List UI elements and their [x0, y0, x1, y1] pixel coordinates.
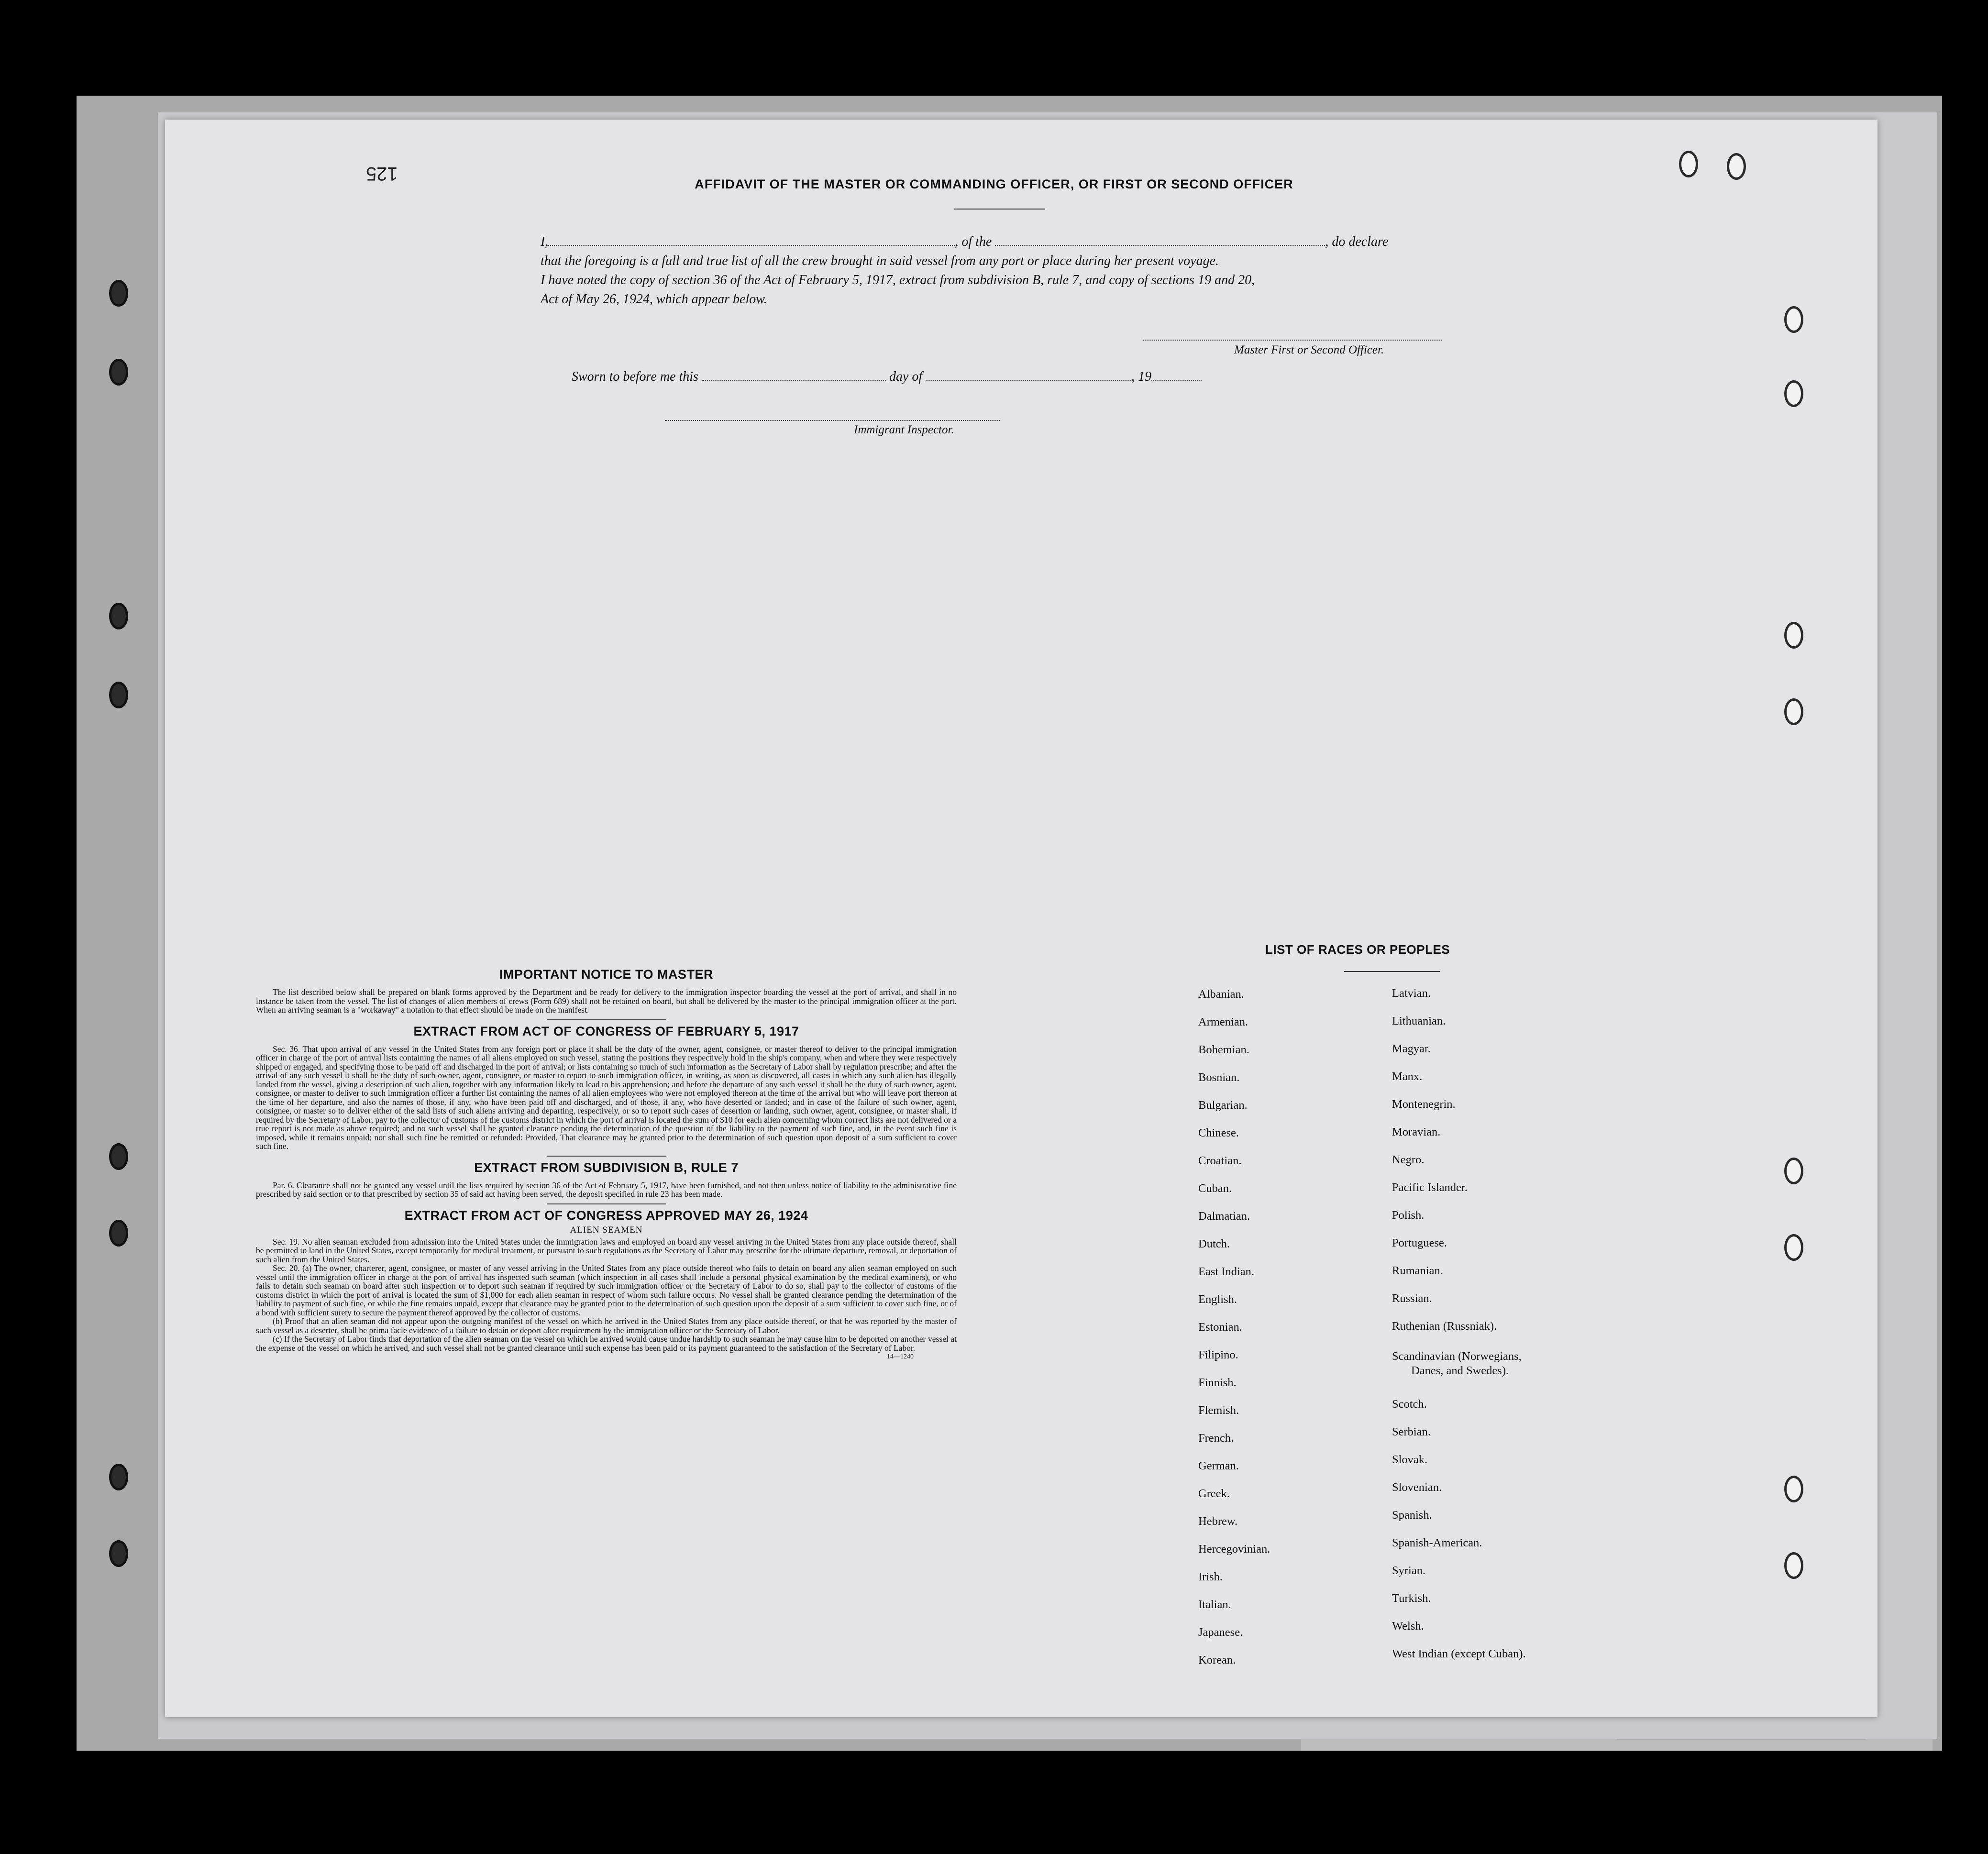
sworn-line	[572, 369, 1202, 385]
race-item: Scandinavian (Norwegians,	[1392, 1350, 1522, 1363]
declare-label: , do declare	[1325, 234, 1389, 249]
binder-hole	[109, 1464, 128, 1490]
section-divider	[547, 1019, 666, 1020]
race-item: Slovenian.	[1392, 1481, 1442, 1494]
day-of-label: day of	[889, 369, 923, 384]
form-code: 14—1240	[887, 1353, 914, 1360]
race-item: Scotch.	[1392, 1398, 1427, 1411]
section-19: Sec. 19. No alien seaman excluded from admission into the United States under the immigration laws and employed on board any vessel arriving in the United States from any place outside thereof, shall be permitted to land in the United States, except temporarily for medical treatment, or pursuant to such regulations as the Secretary of Labor may prescribe for the ultimate departure, removal, or deportation of such alien from the United States.	[256, 1236, 957, 1264]
punch-hole	[1784, 622, 1803, 649]
section-divider	[547, 1203, 666, 1204]
race-item: Japanese.	[1198, 1626, 1243, 1639]
race-item: Turkish.	[1392, 1592, 1431, 1605]
binder-hole	[109, 359, 128, 386]
document-page	[165, 120, 1878, 1717]
race-item: Cuban.	[1198, 1182, 1232, 1195]
inspector-signature-field[interactable]	[665, 420, 1000, 421]
race-item: Serbian.	[1392, 1425, 1431, 1438]
title-rule	[954, 209, 1045, 210]
race-item: Flemish.	[1198, 1404, 1239, 1417]
binder-hole	[109, 280, 128, 307]
master-signature-field[interactable]	[1143, 340, 1442, 341]
binder-hole	[109, 1220, 128, 1247]
declarant-label: I,	[541, 234, 549, 249]
binder-hole	[109, 1143, 128, 1170]
vessel-name-field[interactable]	[995, 245, 1325, 246]
race-item: Polish.	[1392, 1209, 1425, 1222]
extract-rule7-title: EXTRACT FROM SUBDIVISION B, RULE 7	[474, 1160, 739, 1175]
sworn-label: Sworn to before me this	[572, 369, 698, 384]
race-item: Dutch.	[1198, 1237, 1230, 1250]
notice-title: IMPORTANT NOTICE TO MASTER	[499, 967, 713, 982]
declaration-line-1	[541, 234, 1388, 250]
punch-hole	[1679, 151, 1698, 177]
race-item: Lithuanian.	[1392, 1015, 1446, 1027]
race-item: Bosnian.	[1198, 1071, 1240, 1084]
race-item: West Indian (except Cuban).	[1392, 1647, 1526, 1660]
race-item: Welsh.	[1392, 1620, 1424, 1633]
punch-hole	[1727, 153, 1746, 180]
races-title: LIST OF RACES OR PEOPLES	[1265, 942, 1450, 957]
page-number: 125	[366, 163, 398, 184]
inspector-signature-label: Immigrant Inspector.	[854, 423, 954, 436]
extract-1924-title: EXTRACT FROM ACT OF CONGRESS APPROVED MAY 26, 1924	[404, 1208, 808, 1223]
punch-hole	[1784, 306, 1803, 333]
race-item: Hercegovinian.	[1198, 1543, 1270, 1556]
race-item: Ruthenian (Russniak).	[1392, 1320, 1497, 1333]
master-signature-label: Master First or Second Officer.	[1234, 343, 1384, 356]
race-item: Negro.	[1392, 1153, 1425, 1166]
race-item: French.	[1198, 1432, 1234, 1445]
races-title-rule	[1344, 971, 1440, 972]
race-item: Italian.	[1198, 1598, 1231, 1611]
race-item: Pacific Islander.	[1392, 1181, 1468, 1194]
race-item: Danes, and Swedes).	[1411, 1364, 1509, 1377]
race-item: Greek.	[1198, 1487, 1230, 1500]
extract-1924-text	[256, 1237, 957, 1353]
race-item: Russian.	[1392, 1292, 1432, 1305]
race-item: Albanian.	[1198, 988, 1244, 1001]
race-item: Irish.	[1198, 1570, 1223, 1583]
binder-hole	[109, 1540, 128, 1567]
punch-hole	[1784, 380, 1803, 407]
race-item: Filipino.	[1198, 1348, 1238, 1361]
affidavit-title: AFFIDAVIT OF THE MASTER OR COMMANDING OFFICER, OR FIRST OR SECOND OFFICER	[695, 177, 1293, 191]
race-item: Bohemian.	[1198, 1043, 1249, 1056]
binder-hole	[109, 603, 128, 629]
punch-hole	[1784, 1158, 1803, 1184]
extract-1917-title: EXTRACT FROM ACT OF CONGRESS OF FEBRUARY 5, 1917	[413, 1024, 799, 1038]
race-item: Spanish.	[1392, 1509, 1432, 1522]
race-item: Syrian.	[1392, 1564, 1426, 1577]
vessel-label: , of the	[955, 234, 992, 249]
punch-hole	[1784, 1476, 1803, 1502]
race-item: Estonian.	[1198, 1321, 1242, 1334]
race-item: Armenian.	[1198, 1015, 1248, 1028]
race-item: Korean.	[1198, 1654, 1236, 1666]
race-item: Croatian.	[1198, 1154, 1242, 1167]
race-item: Portuguese.	[1392, 1236, 1447, 1249]
race-item: Slovak.	[1392, 1453, 1428, 1466]
declarant-name-field[interactable]	[548, 245, 955, 246]
race-item: Rumanian.	[1392, 1264, 1443, 1277]
declaration-line-3: I have noted the copy of section 36 of the Act of February 5, 1917, extract from subdivision B, rule 7, and copy of sections 19 and 20,	[541, 273, 1255, 287]
section-divider	[547, 1156, 666, 1157]
section-20b: (b) Proof that an alien seaman did not appear upon the outgoing manifest of the vessel on which he arrived in the United States from any place outside thereof, or that he was reported by the master of such vessel as a deserter, shall be prima facie evidence of a failure to detain or deport after requirement by the immigration officer or the Secretary of Labor.	[256, 1316, 957, 1335]
year-label: , 19	[1131, 369, 1152, 384]
punch-hole	[1784, 698, 1803, 725]
punch-hole	[1784, 1552, 1803, 1579]
race-item: Latvian.	[1392, 987, 1431, 1000]
race-item: Spanish-American.	[1392, 1536, 1482, 1549]
race-item: Dalmatian.	[1198, 1210, 1250, 1223]
sworn-day-field[interactable]	[702, 380, 886, 381]
section-20a: Sec. 20. (a) The owner, charterer, agent, consignee, or master of any vessel arriving in the United States from any place outside thereof who fails to detain on board any alien seaman employed on such vessel until the immigration officer in charge at the port of arrival has inspected such seaman (which inspection in all cases shall include a personal physical examination by the medical examiners), or who fails to detain such seaman on board after such inspection or to deport such seaman if required by such immigration officer or the Secretary of Labor to do so, shall pay to the collector of customs of the customs district in which the port of arrival is located the sum of $1,000 for each alien seaman in respect of whom such failure occurs. No vessel shall be granted clearance pending the determination of the liability to payment of such fine, or while the fine remains unpaid, except that clearance may be granted prior to the determination of such question upon the deposit of a sum sufficient to cover such fine, or of a bond with sufficient surety to secure the payment thereof approved by the collector of customs.	[256, 1263, 957, 1317]
declaration-line-2: that the foregoing is a full and true list of all the crew brought in said vessel from any port or place during her present voyage.	[541, 254, 1219, 268]
section-20c: (c) If the Secretary of Labor finds that deportation of the alien seaman on the vessel on which he arrived would cause undue hardship to such seaman he may cause him to be deported on another vessel at the expense of the vessel on which he arrived, and such vessel shall not be granted clearance until such expense has been paid or its payment guaranteed to the satisfaction of the Secretary of Labor.	[256, 1334, 957, 1353]
punch-hole	[1784, 1234, 1803, 1261]
alien-seamen-heading: ALIEN SEAMEN	[570, 1225, 643, 1235]
legal-notices	[256, 967, 957, 1361]
sworn-month-field[interactable]	[926, 380, 1131, 381]
race-item: German.	[1198, 1459, 1239, 1472]
binder-hole	[109, 682, 128, 708]
race-item: Finnish.	[1198, 1376, 1237, 1389]
race-item: Manx.	[1392, 1070, 1423, 1083]
race-item: English.	[1198, 1293, 1237, 1306]
race-item: East Indian.	[1198, 1265, 1255, 1278]
race-item: Montenegrin.	[1392, 1098, 1456, 1111]
race-item: Magyar.	[1392, 1042, 1431, 1055]
race-item: Bulgarian.	[1198, 1099, 1248, 1112]
race-item: Hebrew.	[1198, 1515, 1238, 1528]
race-item: Chinese.	[1198, 1126, 1239, 1139]
extract-rule7-text: Par. 6. Clearance shall not be granted any vessel until the lists required by section 36 of the Act of February 5, 1917, have been furnished, and not then unless notice of liability to the administrative fine prescribed by said section or to that prescribed by section 35 of said act having been served, the deposit specified in rule 23 has been made.	[256, 1180, 957, 1199]
notice-text: The list described below shall be prepared on blank forms approved by the Department and be ready for delivery to the immigration inspector boarding the vessel at the port of arrival, and shall in no instance be taken from the vessel. The list of changes of alien members of crews (Form 689) shall not be retained on board, but shall be delivered by the master to the principal immigration officer at the port. When an arriving seaman is a "workaway" a notation to that effect should be made on the manifest.	[256, 987, 957, 1015]
sworn-year-field[interactable]	[1151, 380, 1202, 381]
race-item: Moravian.	[1392, 1126, 1441, 1138]
declaration-line-4: Act of May 26, 1924, which appear below.	[541, 292, 767, 307]
extract-1917-text: Sec. 36. That upon arrival of any vessel in the United States from any foreign port or place it shall be the duty of the owner, agent, consignee, or master thereof to deliver to the principal immigration officer in charge of the port of arrival lists containing the names of all aliens employed on such vessel, stating the positions they respectively hold in the ship's company, when and where they were respectively shipped or engaged, and specifying those to be paid off and discharged in the port of arrival; or lists containing so much of such information as the Secretary of Labor shall by regulation prescribe; and after the arrival of any such vessel it shall be the duty of such owner, agent, consignee, or master to report to such immigration officer, in writing, as soon as discovered, all cases in which any such alien has illegally landed from the vessel, giving a description of such alien, together with any information likely to lead to his apprehension; and before the departure of any such vessel it shall be the duty of such owner, agent, consignee, or master to deliver to such immigration officer a further list containing the names of all alien employees who were not employed thereon at the time of the arrival but who will leave port thereon at the time of her departure, and also the names of those, if any, who have been paid off and discharged, and of those, if any, who have deserted or landed; and in case of the failure of such owner, agent, consignee, or master so to deliver either of the said lists of such aliens arriving and departing, respectively, or so to report such cases of desertion or landing, such owner, agent, consignee, or master shall, if required by the Secretary of Labor, pay to the collector of customs of the customs district in which the port of arrival is located the sum of $10 for each alien concerning whom correct lists are not delivered or a true report is not made as above required; and no such vessel shall be granted clearance pending the determination of the question of the liability to the payment of such fine, and, in the event such fine is imposed, while it remains unpaid; nor shall such fine be remitted or refunded: Provided, That clearance may be granted prior to the determination of such question upon deposit of a sum sufficient to cover such fine.	[256, 1044, 957, 1151]
